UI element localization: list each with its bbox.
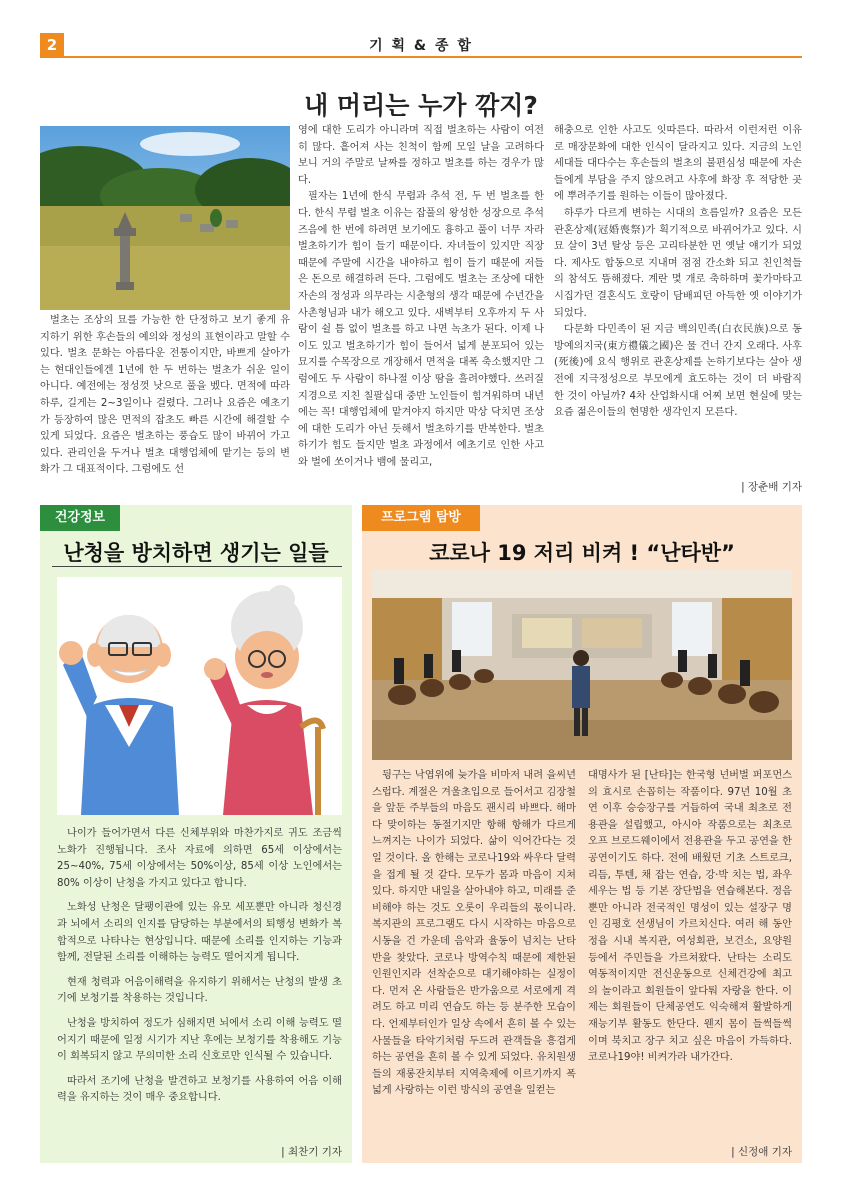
article3-col2-text: 대명사가 된 [난타]는 한국형 넌버벌 퍼포먼스의 효시로 손꼽히는 작품이다. 97년 10월 초연 이후 승승장구를 거듭하여 국내 최초로 전용관을 설립했고, 아시아 작품으로는 최초로 오프 브로드웨이에서 전용관을 두고 공연을 한 공연이기도 하다. 전에 배웠던 기초 스트로크, 리듬, 투텐, 채 잡는 연습, 강·박 치는 법, 좌우 세우는 법 등 기본 장단법을 연습해본다. 정음뿐만 아니라 전국적인 명성이 있는 설장구 명인 김평호 선생님이 가르치신다. 여러 해 동안 정읍 시내 복지관, 여성회관, 보건소, 요양원 등에서 주민들을 가르쳐왔다. 난타는 소리도 역동적이지만 전신운동으로 신체건강에 최고의 놀이라고 회원들이 앞다퉈 자랑을 한다. 이제는 회원들이 단체공연도 익숙해져 활발하게 재능기부 활동도 한단다. 웬지 몸이 들썩들썩이며 북치고 장구 치고 싶은 마음이 가득하다. 코로나19야! 비켜가라 내가간다. (588, 770, 792, 1064)
section-tag: 건강정보 (40, 505, 120, 531)
byline: | 최찬기 기자 (281, 1146, 342, 1158)
page-number: 2 (40, 33, 64, 57)
byline: | 신정애 기자 (731, 1146, 792, 1158)
article1-col2-para: 필자는 1년에 한식 무렵과 추석 전, 두 번 벌초를 한다. 한식 무렵 벌초 이유는 잡풀의 왕성한 성장으로 추석 즈음에 한 번에 하려면 보기에도 흉하고 풀이 너무 자라 벌초하기가 힘이 들기 때문이다. 자녀들이 있지만 직장 때문에 주말에 시간을 내야하고 힘이 들기 때문에 저들은 돈으로 해결하려 든다. 그럼에도 벌초는 조상에 대한 자손의 정성과 의무라는 시춘형의 생각 때문에 수년간을 사촌형님과 내가 해오고 있다. 새벽부터 오후까지 두 사람이 쉴 틈 없이 벌초를 하고 나면 녹초가 된다. 이제 나이도 있고 벌초하기가 힘이 들어서 넓게 분포되어 있는 묘지를 수목장으로 개장해서 면적을 대폭 축소했지만 그럼에도 두 사람이 하나절 이상 땀을 흘려야했다. 쓰러질 지경으로 지친 칠팔십대 중반 노인들이 힘겨워하며 내년에는 꼭! 대행업체에 맡겨야지 하지만 막상 닥치면 조상에 대한 도리가 아닌 듯해서 벌초하기를 반복한다. 벌초하기가 힘도 들지만 벌초 과정에서 예초기로 인한 사고와 벌에 쏘이거나 뱀에 물리고, (298, 191, 544, 468)
article1-col2 (298, 123, 544, 493)
article1-col3 (554, 123, 802, 453)
byline: | 장춘배 기자 (741, 481, 802, 493)
article1-col1-text: 벌초는 조상의 묘를 가능한 한 단정하고 보기 좋게 유지하기 위한 후손들의 예의와 정성의 표현이라고 말할 수 있다. 벌초 문화는 아름다운 전통이지만, 바쁘게 살아가는 현대인들에겐 1년에 한 두 번하는 벌초가 쉬운 일이 아니다. 예전에는 정성껏 낫으로 풀을 벴다. 면적에 따라 하루, 길게는 2~3일이나 걸렸다. 그러나 요즘은 예초기가 등장하여 많은 면적의 잡초도 빠른 시간에 해결할 수 있게 되었다. 요즘은 벌초하는 풍습도 많이 바뀌어 가고 있다. 관리인을 두거나 벌초 대행업체에 맡기는 등의 변화가 그 대표적이다. 그럼에도 선 (40, 315, 290, 476)
article3-col1-text: 뒹구는 낙엽위에 늦가을 비마저 내려 을씨년스럽다. 계절은 겨울초입으로 들어서고 김장철을 앞둔 주부들의 마음도 괜시리 바쁘다. 해마다 맞이하는 동절기지만 항해 항해가 다르게 느껴지는 나이가 되었다. 삶이 익어간다는 것일 것이다. 올 한해는 코로나19와 싸우다 달력을 접게 될 것 같다. 모두가 몸과 마음이 지쳐있다. 하지만 내일을 살아내야 하고, 미래를 준비해야 하는 것도 오롯이 우리들의 몫이니라. 복지관의 프로그램도 다시 시작하는 마음으로 시동을 건 가운데 음악과 율동이 넘치는 난타반을 찾았다. 코로나 방역수칙 때문에 제한된 인원인지라 선착순으로 대기해야하는 실정이다. 먼저 온 사람들은 반가움으로 서로에게 격려도 하고 미리 연습도 하는 등 분주한 모습이다. 언제부터인가 일상 속에서 흔히 볼 수 있는 사물들을 타악기처럼 두드려 관객들을 흥겹게 하는 공연을 흔히 볼 수 있게 되었다. 유치원생들의 재롱잔치부터 지역축제에 이르기까지 폭넓게 사랑하는 이런 방식의 공연을 일컫는 (372, 770, 576, 1097)
elderly-couple-hearing-illustration (57, 577, 342, 815)
article2-body (57, 826, 342, 1146)
section-title: 기 획 & 종 합 (369, 38, 473, 54)
section-tag: 프로그램 탐방 (362, 505, 480, 531)
article2-para: 현재 청력과 어음이해력을 유지하기 위해서는 난청의 발생 초기에 보청기를 착용하는 것입니다. (57, 976, 342, 1005)
article2-para: 따라서 조기에 난청을 발견하고 보청기를 사용하여 어음 이해력을 유지하는 것이 매우 중요합니다. (57, 1075, 342, 1104)
article1-col3-para: 해충으로 인한 사고도 잇따른다. 따라서 이런저런 이유로 매장문화에 대한 인식이 달라지고 있다. 지금의 노인세대들 대다수는 후손들의 벌초의 불편심성 때문에 자손들에게 부담을 주지 않으려고 사후에 화장 후 적당한 곳에 뿌려주기를 원하는 이들이 많아졌다. (554, 125, 802, 203)
article3-col2 (588, 768, 792, 1108)
article1-col1 (40, 313, 290, 493)
article2-para: 난청을 방치하여 정도가 심해지면 뇌에서 소리 이해 능력도 떨어지기 때문에 일정 시기가 지난 후에는 보청기를 착용해도 기능이 회복되지 않고 무의미한 소리 신호로만 인식될 수 있습니다. (57, 1017, 342, 1063)
article1-col3-para: 다문화 다민족이 된 지금 백의민족(白衣民族)으로 동방예의지국(東方禮儀之國)은 물 건너 간지 오래다. 사후(死後)에 요식 행위로 관혼상제를 논하기보다는 살아 생전에 지극정성으로 부모에게 효도하는 것이 더 바람직 한 것이 아닐까? 4차 산업화시대 어찌 보면 현실에 맞는 요즘 젊은이들의 현명한 생각인지 모른다. (554, 324, 802, 419)
article2-para: 노화성 난청은 달팽이관에 있는 유모 세포뿐만 아니라 청신경과 뇌에서 소리의 인지를 담당하는 부분에서의 퇴행성 변화가 복합적으로 나타나는 현상입니다. 때문에 소리를 인지하는 기능과 함께, 전달된 소리를 이해하는 능력도 떨어지게 됩니다. (57, 902, 342, 964)
article-title: 난청을 방치하면 생기는 일들 (63, 541, 329, 565)
cemetery-photo (40, 126, 290, 310)
article1-col2-para: 영에 대한 도리가 아니라며 직접 벌초하는 사람이 여전히 많다. 흩어져 사는 친척이 함께 모일 날을 고려하다 보니 거의 주말로 날짜를 정하고 벌초를 하는 경우가 많다. (298, 125, 544, 186)
title-underline (52, 566, 342, 567)
article2-para: 나이가 들어가면서 다른 신체부위와 마찬가지로 귀도 조금씩 노화가 진행됩니다. 조사 자료에 의하면 65세 이상에서는 25~40%, 75세 이상에서는 50%이상, 85세 이상 노인에서는 80% 이상이 난청을 가지고 있다고 합니다. (57, 828, 342, 889)
headline: 내 머리는 누가 깎지? (304, 91, 538, 120)
header-rule (40, 56, 802, 58)
nanta-class-photo (372, 570, 792, 760)
article-title: 코로나 19 저리 비켜 ! “난타반” (429, 541, 735, 565)
article1-col3-para: 하루가 다르게 변하는 시대의 흐름일까? 요즘은 모든 관혼상제(冠婚喪祭)가 획기적으로 바뀌어가고 있다. 시묘 살이 3년 탈상 등은 고리타분한 먼 옛날 얘기가 되었다. 제사도 합동으로 지내며 점점 간소화 되고 친인척들의 참석도 뜸해졌다. 계란 몇 개로 축하하며 꽃가마타고 시집가던 결혼식도 호랑이 담배피던 아득한 옛 이야기가 되었다. (554, 207, 802, 319)
article3-col1 (372, 768, 576, 1148)
